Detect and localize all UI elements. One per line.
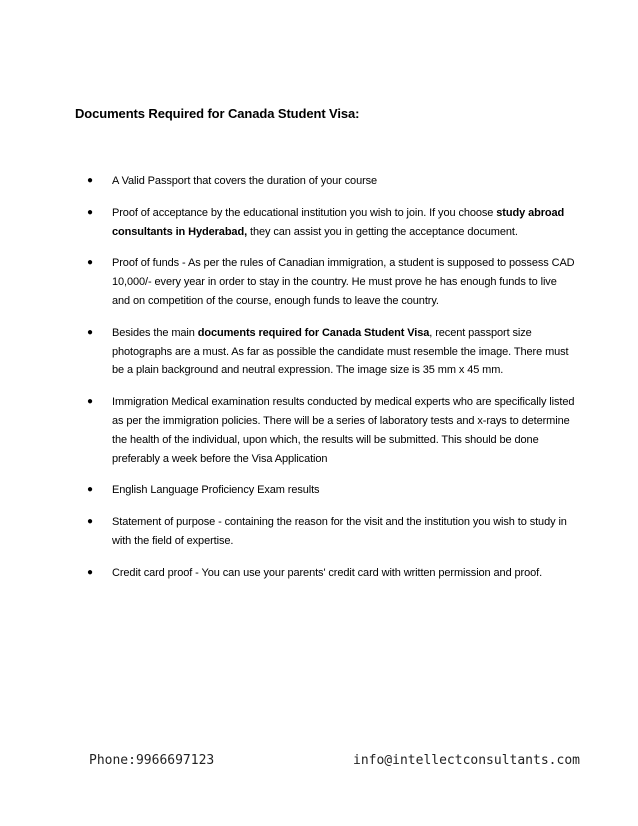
item-text: , recent passport size photographs are a must. As far as possible the candidate must resemble the image. There must be a plain background and neutral expression. The image size is 35 mm x 45 mm. — [112, 326, 569, 377]
list-item — [75, 172, 575, 191]
list-item — [75, 481, 575, 500]
bullet-icon: ● — [87, 257, 93, 269]
bullet-icon: ● — [87, 484, 93, 496]
item-text: Proof of funds - As per the rules of Canadian immigration, a student is supposed to possess CAD 10,000/- every year in order to stay in the country. He must prove he has enough funds to live and on competition of the course, enough funds to leave the country. — [112, 257, 575, 307]
item-bold-text: documents required for Canada Student Visa — [197, 326, 430, 339]
item-text: Credit card proof - You can use your parents' credit card with written permission and proof. — [112, 566, 543, 579]
page-title: Documents Required for Canada Student Visa: — [75, 106, 360, 121]
list-item — [75, 513, 575, 551]
item-text: Immigration Medical examination results conducted by medical experts who are specifically listed as per the immigration policies. There will be a series of laboratory tests and x-rays to determine the health of the individual, upon which, the results will be submitted. This should be done preferably a week before the Visa Application — [112, 396, 575, 465]
item-text: Proof of acceptance by the educational institution you wish to join. If you choose — [112, 206, 497, 219]
list-item — [75, 254, 575, 310]
item-text: Statement of purpose - containing the reason for the visit and the institution you wish to study in with the field of expertise. — [112, 516, 567, 547]
item-text: Besides the main — [112, 326, 198, 339]
list-item — [75, 204, 575, 242]
bullet-icon: ● — [87, 396, 93, 408]
item-text: English Language Proficiency Exam results — [112, 484, 320, 497]
bullet-icon: ● — [87, 566, 93, 578]
bullet-icon: ● — [87, 516, 93, 528]
footer-phone: Phone:9966697123 — [89, 753, 215, 768]
list-item — [75, 564, 575, 583]
footer-email: info@intellectconsultants.com — [353, 753, 580, 768]
bullet-icon: ● — [87, 206, 93, 218]
bullet-icon: ● — [87, 175, 93, 186]
item-text: A Valid Passport that covers the duration of your course — [112, 175, 378, 187]
item-bold-text: study abroad consultants in Hyderabad, — [112, 206, 565, 238]
bullet-icon: ● — [87, 326, 93, 338]
requirements-list — [75, 172, 575, 596]
list-item — [75, 393, 575, 468]
list-item — [75, 324, 575, 380]
item-text: they can assist you in getting the acceptance document. — [247, 225, 518, 238]
